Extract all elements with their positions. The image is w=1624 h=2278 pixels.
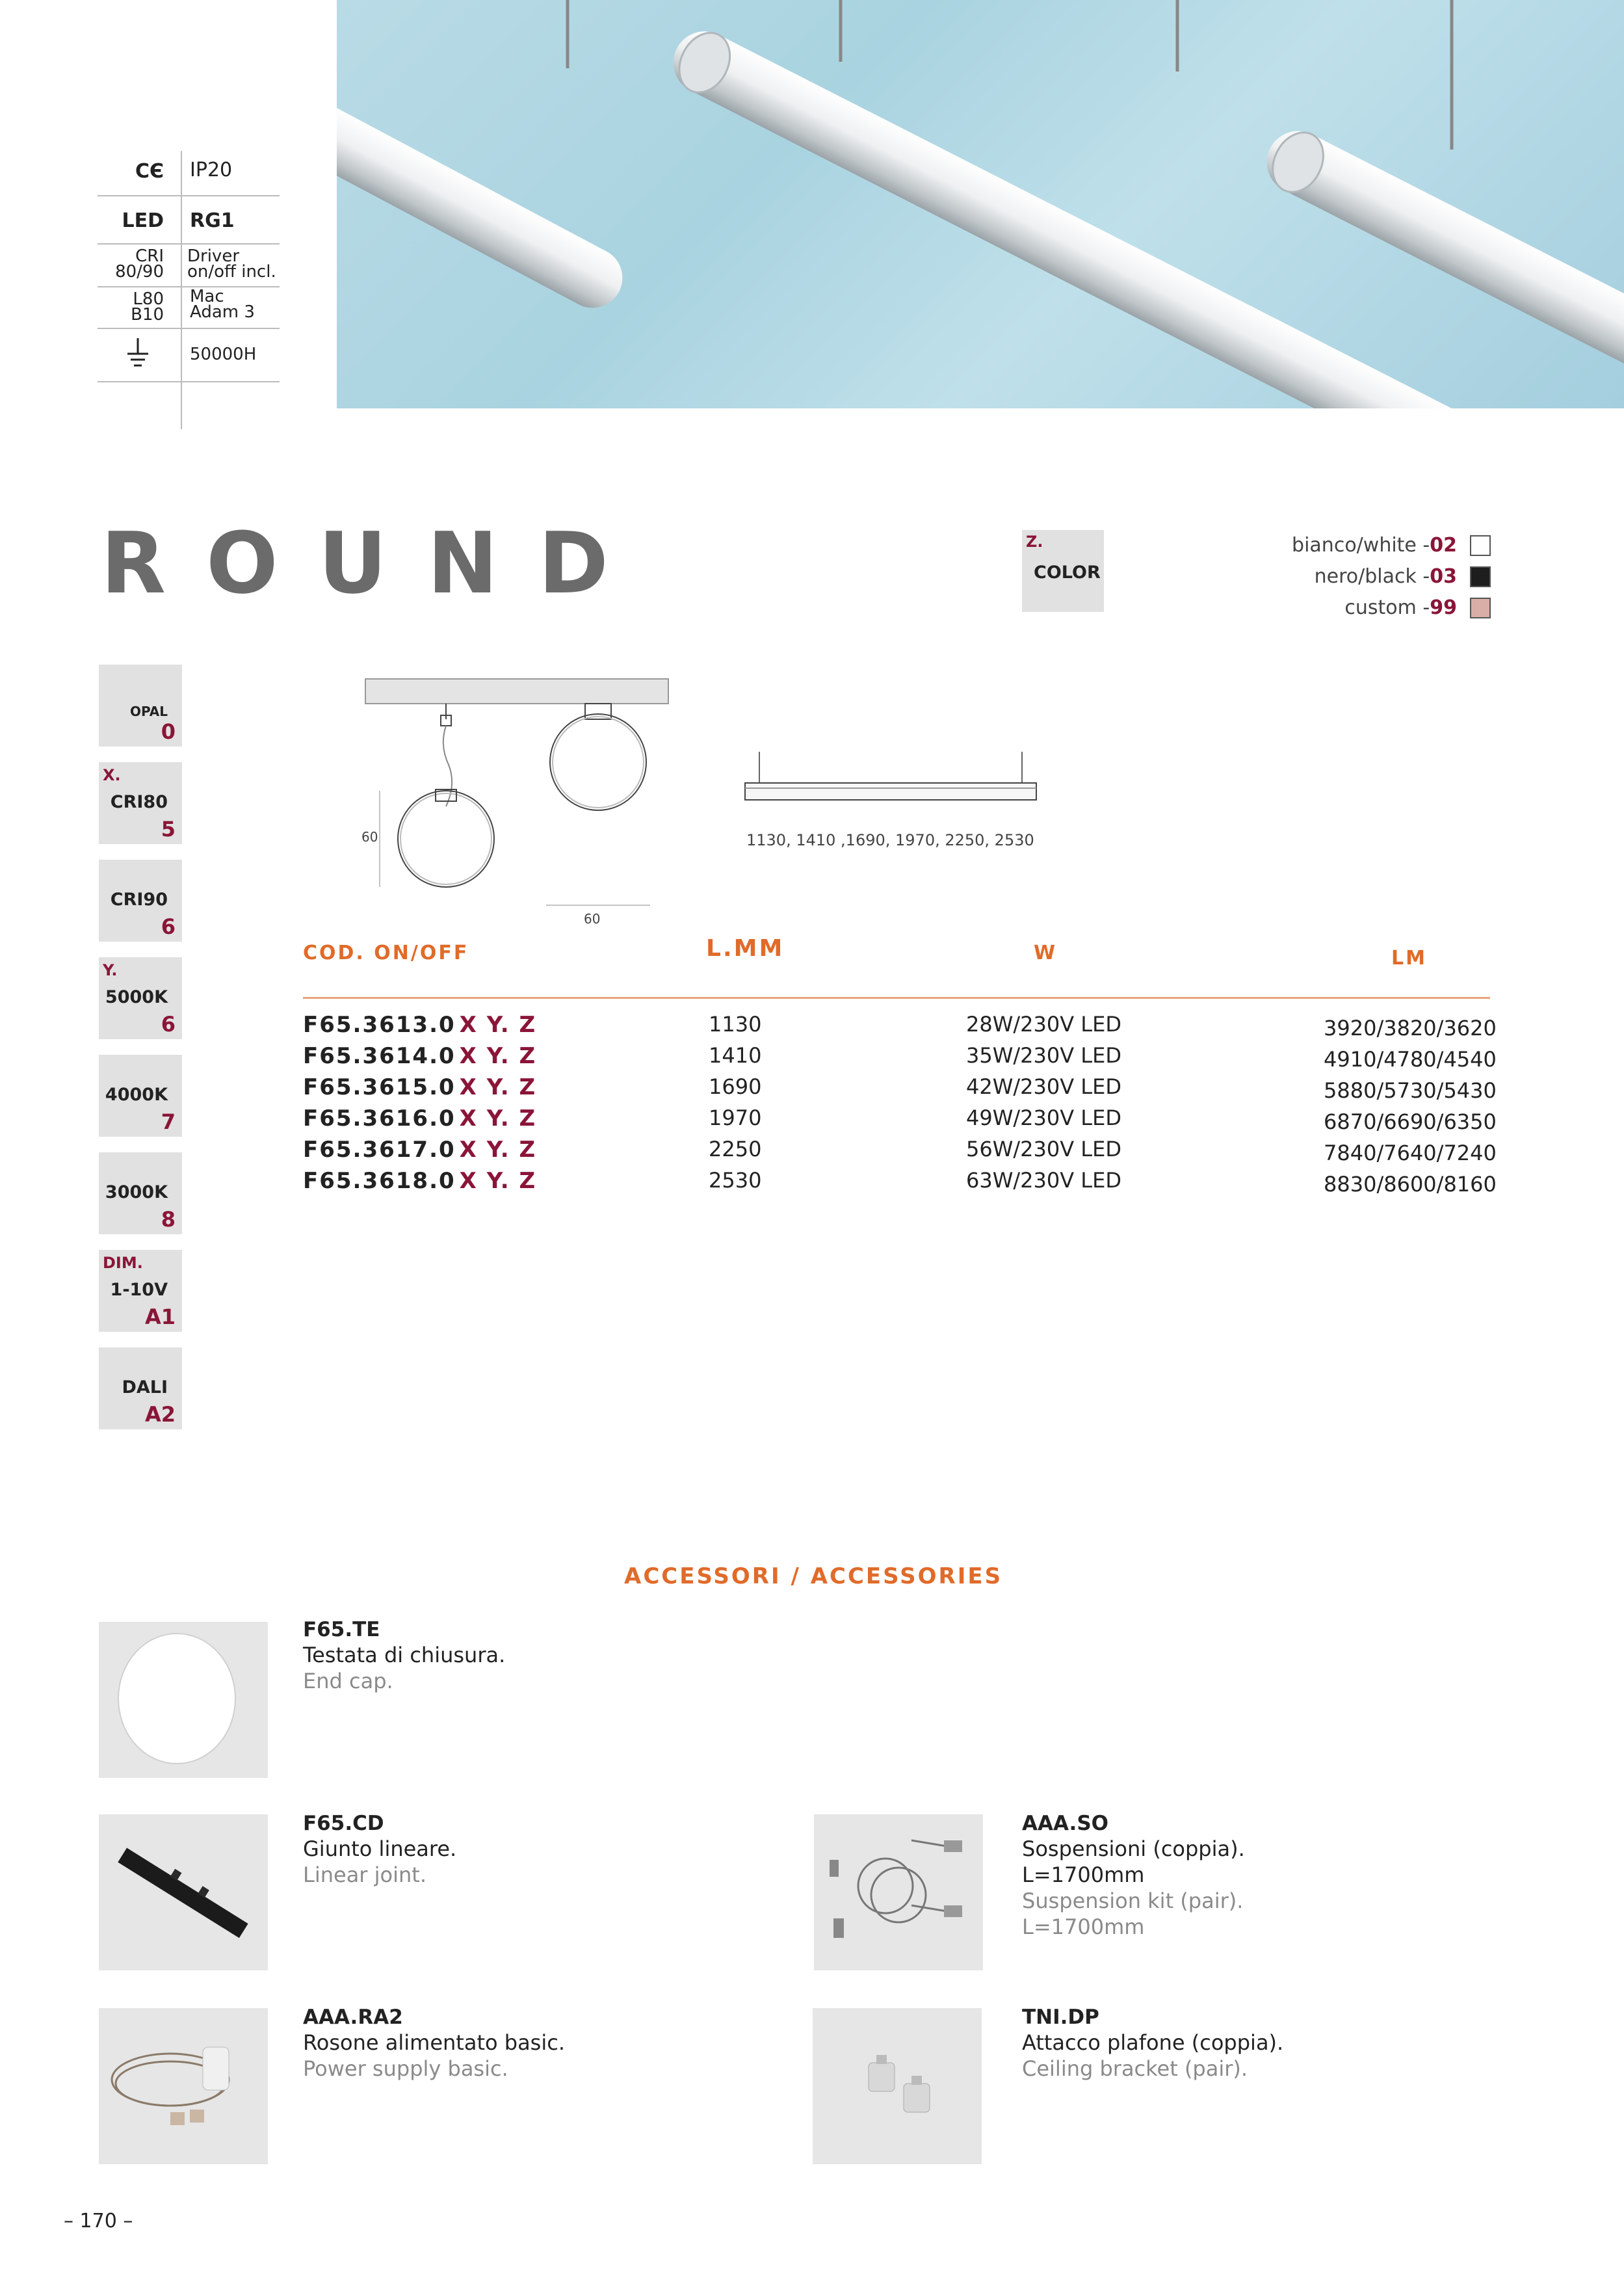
row-lumen: 3920/3820/3620 <box>1324 1016 1497 1040</box>
row-code <box>303 1074 536 1100</box>
row-lumen: 4910/4780/4540 <box>1324 1047 1497 1072</box>
acc-code-suspension: AAA.SO <box>1022 1812 1109 1835</box>
code-suffix: X Y. Z <box>459 1106 537 1132</box>
hero-photo <box>337 0 1624 408</box>
spec-row-ground <box>98 328 280 382</box>
led-value: RG1 <box>190 209 235 232</box>
acc-code-linear-joint: F65.CD <box>303 1812 384 1835</box>
table-divider <box>303 997 1490 999</box>
acc-en-end-cap: End cap. <box>303 1669 393 1693</box>
ceiling-bracket-image <box>813 2008 982 2164</box>
custom-swatch <box>1470 598 1491 618</box>
row-lumen: 5880/5730/5430 <box>1324 1078 1497 1103</box>
color-code: Z. <box>1026 533 1043 551</box>
lifetime-label: L80 B10 <box>131 289 164 324</box>
black-swatch <box>1470 566 1491 587</box>
technical-drawing <box>351 676 1053 930</box>
ground-icon <box>98 337 164 378</box>
row-watt: 42W/230V LED <box>966 1074 1121 1099</box>
color-black: nero/black - 03 <box>1292 561 1491 592</box>
acc-it-ceiling-bracket: Attacco plafone (coppia). <box>1022 2030 1284 2055</box>
color-label: COLOR <box>1034 563 1101 583</box>
product-title: ROUND <box>101 514 649 613</box>
dim-width-label: 60 <box>584 911 601 927</box>
acc-code-end-cap: F65.TE <box>303 1618 380 1641</box>
row-watt: 49W/230V LED <box>966 1106 1121 1130</box>
code-base: F65.3615.0 <box>303 1074 456 1100</box>
header-watt: W <box>1034 942 1058 964</box>
row-code <box>303 1106 536 1132</box>
row-watt: 56W/230V LED <box>966 1137 1121 1161</box>
row-length: 2250 <box>709 1137 762 1161</box>
option-4000k: 4000K 7 <box>99 1055 182 1137</box>
header-length: L.MM <box>706 935 785 962</box>
option-cri90: CRI90 6 <box>99 860 182 942</box>
acc-en2-suspension: L=1700mm <box>1022 1914 1145 1939</box>
acc-en-suspension: Suspension kit (pair). <box>1022 1888 1244 1913</box>
ce-mark-icon: CЄ <box>135 160 164 183</box>
code-suffix: X Y. Z <box>459 1074 537 1100</box>
spec-row-lifetime <box>98 286 280 329</box>
color-list <box>1292 530 1491 624</box>
option-1-10v: DIM. 1-10V A1 <box>99 1250 182 1332</box>
code-base: F65.3613.0 <box>303 1012 456 1038</box>
cri-label: CRI 80/90 <box>115 246 164 282</box>
acc-it-suspension: Sospensioni (coppia). <box>1022 1836 1245 1861</box>
row-code <box>303 1012 536 1038</box>
code-suffix: X Y. Z <box>459 1168 537 1194</box>
row-length: 1970 <box>709 1106 762 1130</box>
code-base: F65.3616.0 <box>303 1106 456 1132</box>
row-watt: 63W/230V LED <box>966 1168 1121 1193</box>
acc-it-power-supply: Rosone alimentato basic. <box>303 2030 565 2055</box>
option-5000k: Y. 5000K 6 <box>99 957 182 1039</box>
code-base: F65.3617.0 <box>303 1137 456 1163</box>
led-label: LED <box>122 209 164 232</box>
linear-joint-image <box>99 1814 268 1970</box>
row-length: 2530 <box>709 1168 762 1193</box>
acc-code-ceiling-bracket: TNI.DP <box>1022 2006 1099 2029</box>
ip-rating: IP20 <box>190 159 233 181</box>
code-base: F65.3618.0 <box>303 1168 456 1194</box>
acc-en-linear-joint: Linear joint. <box>303 1862 426 1887</box>
suspension-kit-image <box>814 1814 983 1970</box>
row-lumen: 8830/8600/8160 <box>1324 1172 1497 1197</box>
row-length: 1690 <box>709 1074 762 1099</box>
acc-it-linear-joint: Giunto lineare. <box>303 1836 457 1861</box>
driver-label: Driver on/off incl. <box>187 246 276 282</box>
color-custom: custom - 99 <box>1292 592 1491 624</box>
option-cri80: X. CRI80 5 <box>99 762 182 844</box>
spec-row-cri <box>98 243 280 287</box>
dim-height-label: 60 <box>361 829 378 845</box>
row-length: 1410 <box>709 1043 762 1068</box>
header-code: COD. ON/OFF <box>303 942 469 964</box>
lengths-label: 1130, 1410 ,1690, 1970, 2250, 2530 <box>746 831 1034 849</box>
accessories-title: ACCESSORI / ACCESSORIES <box>624 1563 1003 1589</box>
option-3000k: 3000K 8 <box>99 1152 182 1234</box>
code-suffix: X Y. Z <box>459 1012 537 1038</box>
end-cap-image <box>99 1622 268 1778</box>
color-code-box <box>1022 530 1104 612</box>
row-code <box>303 1043 536 1069</box>
row-code <box>303 1168 536 1194</box>
row-watt: 35W/230V LED <box>966 1043 1121 1068</box>
acc-code-power-supply: AAA.RA2 <box>303 2006 403 2029</box>
code-suffix: X Y. Z <box>459 1043 537 1069</box>
macadam-label: Mac Adam 3 <box>190 287 255 322</box>
row-code <box>303 1137 536 1163</box>
spec-row-ce <box>98 151 280 196</box>
hours-value: 50000H <box>190 345 257 364</box>
acc-it2-suspension: L=1700mm <box>1022 1862 1145 1887</box>
acc-en-power-supply: Power supply basic. <box>303 2056 508 2081</box>
white-swatch <box>1470 535 1491 556</box>
acc-it-end-cap: Testata di chiusura. <box>303 1643 506 1667</box>
code-base: F65.3614.0 <box>303 1043 456 1069</box>
row-lumen: 7840/7640/7240 <box>1324 1141 1497 1165</box>
row-length: 1130 <box>709 1012 762 1037</box>
row-watt: 28W/230V LED <box>966 1012 1121 1037</box>
option-opal: OPAL 0 <box>99 665 182 747</box>
option-dali: DALI A2 <box>99 1347 182 1429</box>
page-number: – 170 – <box>64 2210 133 2232</box>
spec-row-led <box>98 195 280 245</box>
acc-en-ceiling-bracket: Ceiling bracket (pair). <box>1022 2056 1248 2081</box>
code-suffix: X Y. Z <box>459 1137 537 1163</box>
color-white: bianco/white - 02 <box>1292 530 1491 561</box>
row-lumen: 6870/6690/6350 <box>1324 1109 1497 1134</box>
power-supply-image <box>99 2008 268 2164</box>
header-lumen: LM <box>1391 947 1427 970</box>
